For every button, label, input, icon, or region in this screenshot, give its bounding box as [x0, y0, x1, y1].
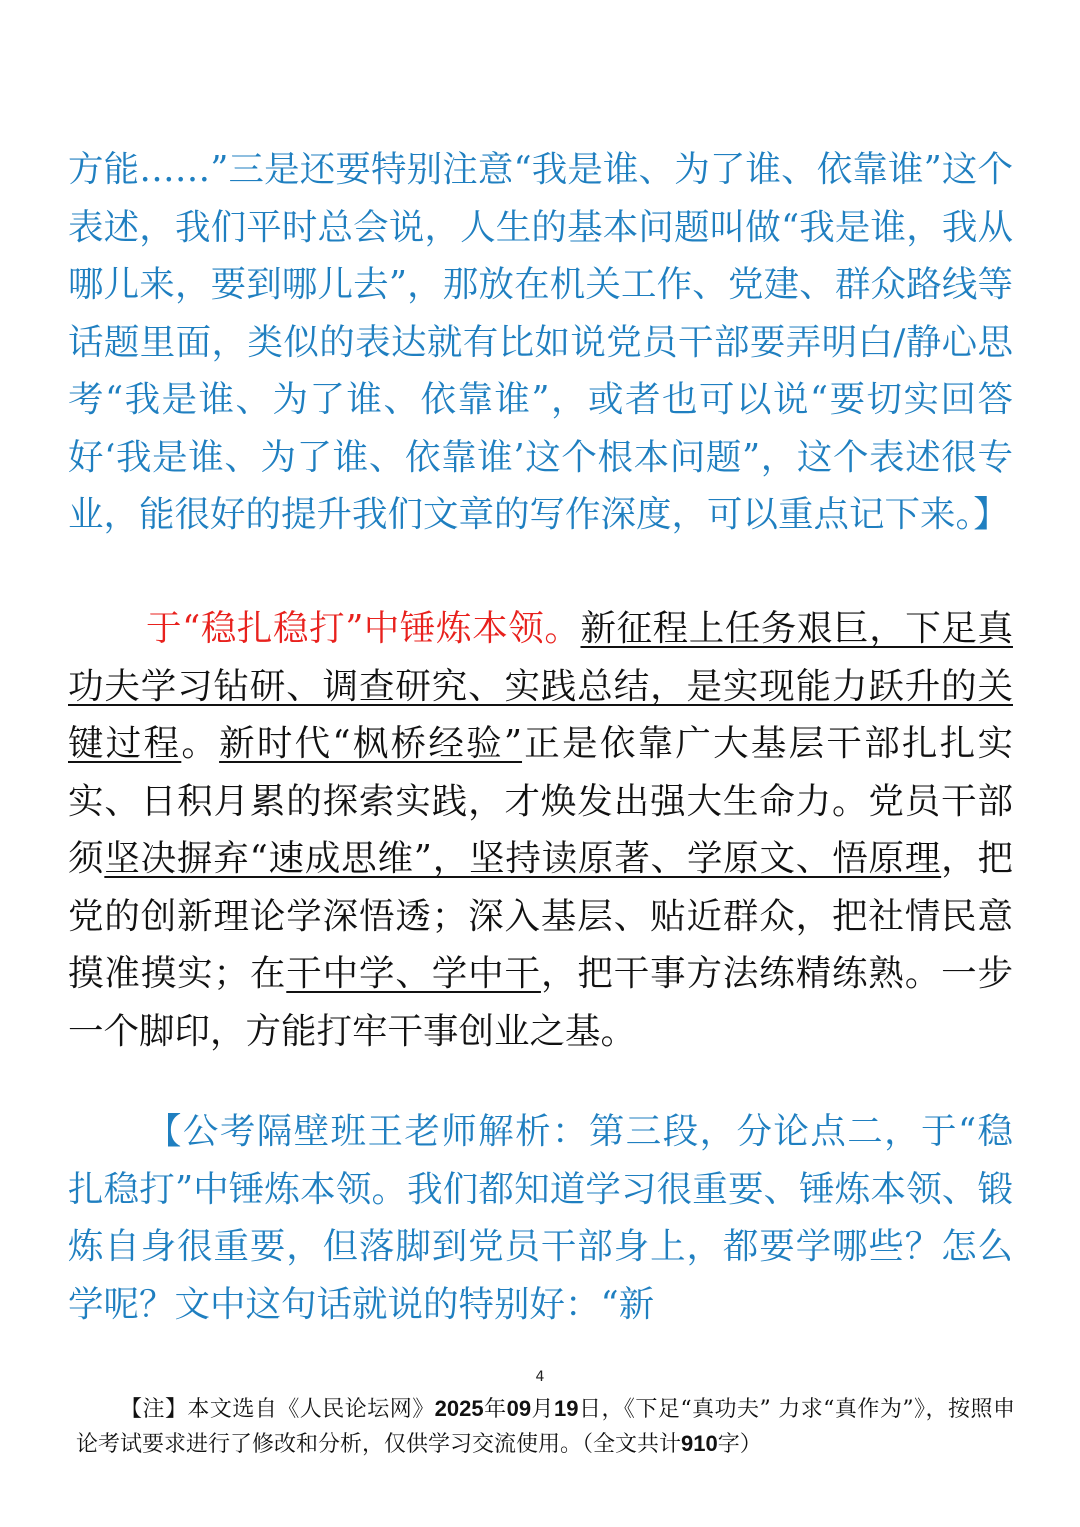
analysis-text: 【公考隔壁班王老师解析：第三段，分论点二，于“稳扎稳打”中锤炼本领。我们都知道学习很重要、锤炼本领、锻炼自身很重要，但落脚到党员干部身上，都要学哪些？怎么学呢？文中这句话就说的特别好：“新: [68, 1111, 1013, 1325]
body-text: ，把党的创新理论学深悟透；深入基层、贴近群众，把社情民意摸准摸实；在: [68, 838, 1013, 994]
underlined-sentence: 新征程上任务艰巨，下足真功夫学习钻研、调查研究、实践总结，是实现能力跃升的关键过程: [68, 608, 1013, 764]
footnote-text: 日，《下足“真功夫” 力求“真作为”》，按照申论考试要求进行了修改和分析，仅供学习交流使用。（全文共计: [76, 1397, 1015, 1457]
underlined-phrase: 坚决摒弃“速成思维”，坚持读原著、学原文、悟原理: [104, 838, 942, 879]
body-text: ，把干事方法练精练熟。一步一个脚印，方能打牢干事创业之基。: [68, 953, 1013, 1052]
body-paragraph: [68, 600, 1013, 1060]
page-number: 4: [535, 1369, 545, 1385]
underlined-phrase: 干中学、学中干: [286, 953, 541, 994]
footnote-year: 2025: [434, 1396, 484, 1421]
section-heading: 于“稳扎稳打”中锤炼本领。: [146, 608, 581, 649]
analysis-text: 方能……”三是还要特别注意“我是谁、为了谁、依靠谁”这个表述，我们平时总会说，人生的基本问题叫做“我是谁，我从哪儿来，要到哪儿去”，那放在机关工作、党建、群众路线等话题里面，类似的表达就有比如说党员干部要弄明白/静心思考“我是谁、为了谁、依靠谁”，或者也可以说“要切实回答好‘我是谁、为了谁、依靠谁’这个根本问题”，这个表述很专业，能很好的提升我们文章的写作深度，可以重点记下来。】: [68, 149, 1013, 535]
footnote-text: 字）: [717, 1432, 762, 1457]
analysis-paragraph-continued: [68, 141, 1013, 544]
footnote-text: 【注】本文选自《人民论坛网》: [120, 1397, 435, 1422]
footnote-text: 年: [483, 1397, 507, 1422]
footnote-month: 09: [506, 1396, 532, 1421]
body-text: 正是依靠广大基层干部扎扎实实、日积月累的探索实践，才焕发出强大生命力。党员干部须: [68, 723, 1013, 879]
underlined-phrase: 新时代“枫桥经验”: [219, 723, 523, 764]
punctuation: 。: [181, 723, 220, 764]
footnote-day: 19: [554, 1396, 579, 1421]
footnote: [76, 1392, 1015, 1462]
footnote-text: 月: [531, 1397, 555, 1422]
footnote-word-count: 910: [681, 1431, 718, 1456]
analysis-paragraph: [68, 1103, 1013, 1333]
